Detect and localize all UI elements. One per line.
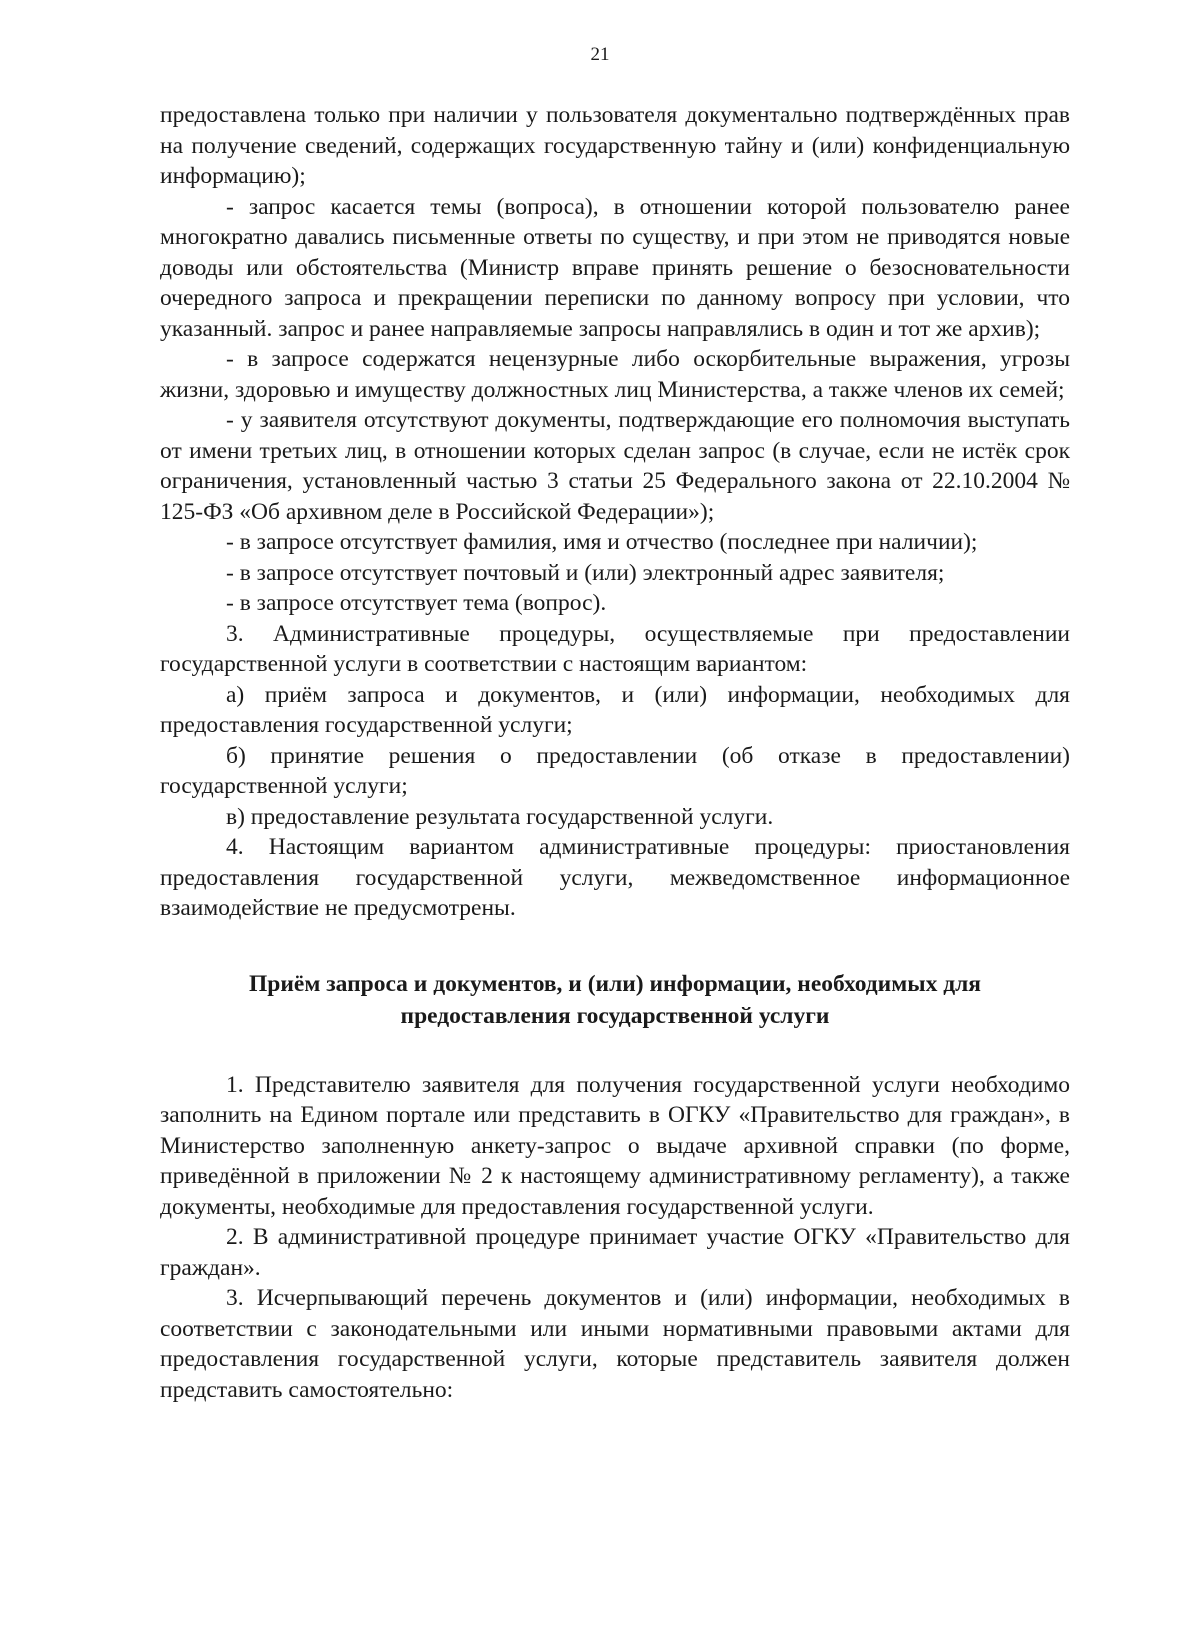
section-heading-line-1: Приём запроса и документов, и (или) информации, необходимых для	[249, 970, 981, 997]
procedure-item-b: б) принятие решения о предоставлении (об отказе в предоставлении) государственной услуги;	[160, 742, 1070, 799]
procedure-item-a: а) приём запроса и документов, и (или) информации, необходимых для предоставления государственной услуги;	[160, 681, 1070, 738]
paragraph-continuation: предоставлена только при наличии у пользователя документально подтверждённых прав на получение сведений, содержащих государственную тайну и (или) конфиденциальную информацию);	[160, 102, 1070, 189]
clause-3-administrative-procedures: 3. Административные процедуры, осуществляемые при предоставлении государственной услуги в соответствии с настоящим вариантом:	[160, 620, 1070, 677]
section-heading-line-2: предоставления государственной услуги	[400, 1002, 830, 1029]
section-clause-3: 3. Исчерпывающий перечень документов и (или) информации, необходимых в соответствии с законодательными или иными нормативными правовыми актами для предоставления государственной услуги, которые представитель заявителя должен представить самостоятельно:	[160, 1285, 1070, 1403]
refusal-reason-no-full-name: - в запросе отсутствует фамилия, имя и отчество (последнее при наличии);	[226, 529, 978, 555]
procedure-item-c: в) предоставление результата государственной услуги.	[226, 803, 774, 830]
refusal-reason-no-address: - в запросе отсутствует почтовый и (или) электронный адрес заявителя;	[226, 559, 945, 586]
section-clause-2: 2. В административной процедуре принимает участие ОГКУ «Правительство для граждан».	[160, 1224, 1070, 1281]
refusal-reason-no-topic: - в запросе отсутствует тема (вопрос).	[226, 590, 607, 616]
clause-4-not-provided: 4. Настоящим вариантом административные процедуры: приостановления предоставления государственной услуги, межведомственное информационное взаимодействие не предусмотрены.	[160, 834, 1070, 921]
section-clause-1: 1. Представителю заявителя для получения государственной услуги необходимо заполнить на Едином портале или представить в ОГКУ «Правительство для граждан», в Министерство заполненную анкету-запрос о выдаче архивной справки (по форме, приведённой в приложении № 2 к настоящему административному регламенту), а также документы, необходимые для предоставления государственной услуги.	[160, 1071, 1070, 1220]
refusal-reason-offensive-language: - в запросе содержатся нецензурные либо оскорбительные выражения, угрозы жизни, здоровью и имуществу должностных лиц Министерства, а также членов их семей;	[160, 346, 1070, 403]
document-body	[160, 100, 1070, 1405]
page-number: 21	[590, 44, 610, 65]
refusal-reason-no-authority-documents: - у заявителя отсутствуют документы, подтверждающие его полномочия выступать от имени третьих лиц, в отношении которых сделан запрос (в случае, если не истёк срок ограничения, установленный частью 3 статьи 25 Федерального закона от 22.10.2004 № 125-ФЗ «Об архивном деле в Российской Федерации»);	[160, 407, 1070, 525]
refusal-reason-repeated-topic: - запрос касается темы (вопроса), в отношении которой пользователю ранее многократно давались письменные ответы по существу, и при этом не приводятся новые доводы или обстоятельства (Министр вправе принять решение о безосновательности очередного запроса и прекращении переписки по данному вопросу при условии, что указанный. запрос и ранее направляемые запросы направлялись в один и тот же архив);	[160, 193, 1070, 342]
section-heading	[160, 968, 1070, 1032]
